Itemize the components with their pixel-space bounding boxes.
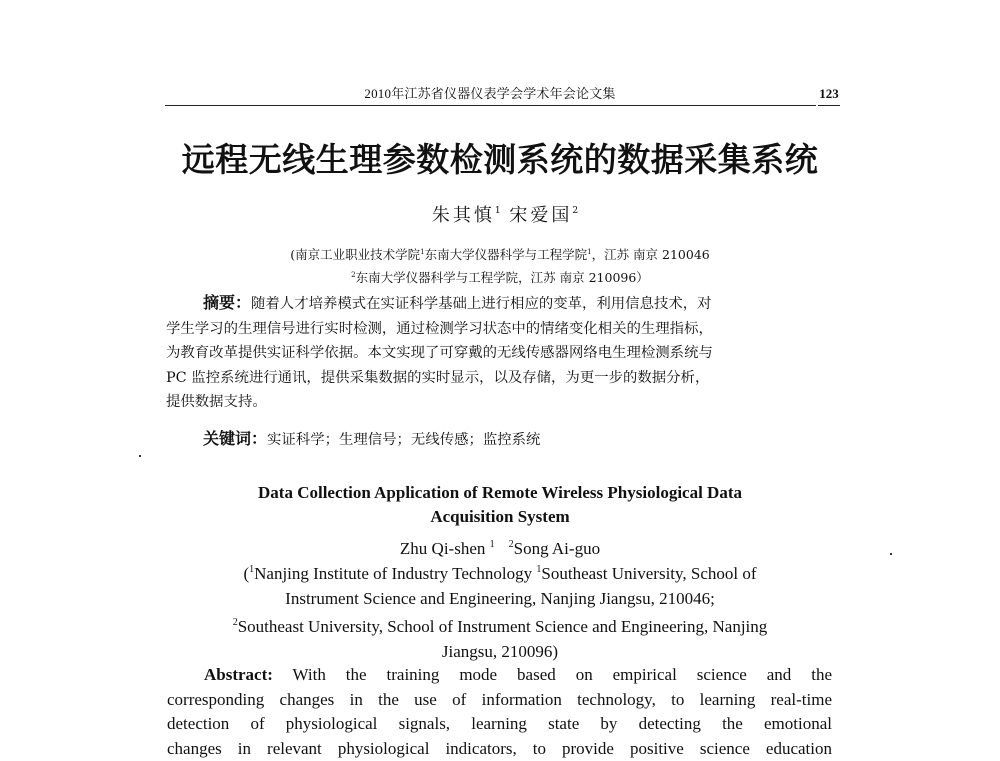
abstract-line: PC 监控系统进行通讯，提供采集数据的实时显示，以及存储，为更一步的数据分析，	[166, 366, 832, 391]
chinese-abstract	[166, 291, 832, 415]
abstract-text: 随着人才培养模式在实证科学基础上进行相应的变革，利用信息技术，对	[251, 296, 712, 312]
chinese-authors	[380, 198, 630, 229]
scan-artifact-dot	[890, 553, 892, 555]
affiliation-superscript: 1	[420, 248, 424, 256]
affiliation-text: Southeast University, School of	[541, 564, 756, 583]
affiliation-text: 东南大学仪器科学与工程学院，江苏 南京 210096）	[356, 270, 649, 285]
author-name: Song Ai-guo	[514, 539, 600, 558]
affiliation-superscript: 1	[249, 564, 254, 575]
keywords-text: 实证科学；生理信号；无线传感；监控系统	[267, 432, 540, 448]
abstract-label: 摘要：	[203, 293, 251, 312]
abstract-line: corresponding changes in the use of information technology, to learning real-time	[167, 688, 832, 713]
running-header-title: 2010年江苏省仪器仪表学会学术年会论文集	[165, 84, 815, 104]
english-affiliation-line	[170, 611, 830, 640]
affiliation-superscript: 1	[587, 248, 591, 256]
affiliation-text: (	[243, 564, 249, 583]
english-abstract	[167, 663, 832, 761]
abstract-line: changes in relevant physiological indicators, to provide positive science education	[167, 737, 832, 761]
author-superscript: 2	[509, 539, 514, 550]
author-name: 朱其慎	[432, 205, 495, 226]
abstract-line: 提供数据支持。	[166, 390, 832, 415]
english-title-line: Acquisition System	[170, 505, 830, 529]
affiliation-text: 东南大学仪器科学与工程学院	[425, 247, 588, 262]
affiliation-text: Southeast University, School of Instrument Science and Engineering, Nanjing	[238, 617, 768, 636]
abstract-text: With the training mode based on empirical science and the	[273, 665, 832, 684]
chinese-affiliation-line	[160, 241, 840, 266]
english-affiliation-line: Jiangsu, 210096)	[170, 640, 830, 665]
english-title	[170, 481, 830, 529]
affiliation-text: ，江苏 南京 210046	[592, 247, 710, 262]
english-title-line: Data Collection Application of Remote Wireless Physiological Data	[170, 481, 830, 505]
page-number-rule	[818, 105, 840, 106]
abstract-line: 为教育改革提供实证科学依据。本文实现了可穿戴的无线传感器网络电生理检测系统与	[166, 341, 832, 366]
chinese-affiliation-line	[160, 264, 840, 289]
affiliation-text: (南京工业职业技术学院	[290, 247, 420, 262]
scan-artifact-dot	[139, 455, 141, 457]
affiliation-text: Nanjing Institute of Industry Technology	[254, 564, 536, 583]
author-superscript: 1	[495, 206, 501, 216]
abstract-line	[167, 663, 832, 688]
english-affiliation-line: Instrument Science and Engineering, Nanjing Jiangsu, 210046;	[170, 587, 830, 612]
affiliation-superscript: 1	[536, 564, 541, 575]
author-name: 宋爱国	[509, 205, 572, 226]
abstract-line: detection of physiological signals, learning state by detecting the emotional	[167, 712, 832, 737]
abstract-label: Abstract:	[204, 665, 273, 684]
english-affiliations	[170, 558, 830, 664]
affiliation-superscript: 2	[233, 617, 238, 628]
abstract-line	[166, 291, 832, 317]
author-superscript: 1	[490, 539, 495, 550]
chinese-title: 远程无线生理参数检测系统的数据采集系统	[150, 138, 850, 182]
header-rule	[165, 105, 816, 106]
author-superscript: 2	[572, 206, 578, 216]
affiliation-superscript: 2	[351, 271, 355, 279]
english-affiliation-line	[170, 558, 830, 587]
keywords-label: 关键词：	[203, 429, 267, 448]
page-number: 123	[818, 84, 840, 104]
english-authors	[170, 533, 830, 561]
abstract-line: 学生学习的生理信号进行实时检测，通过检测学习状态中的情绪变化相关的生理指标，	[166, 317, 832, 342]
author-name: Zhu Qi-shen	[400, 539, 485, 558]
chinese-keywords	[203, 427, 843, 452]
